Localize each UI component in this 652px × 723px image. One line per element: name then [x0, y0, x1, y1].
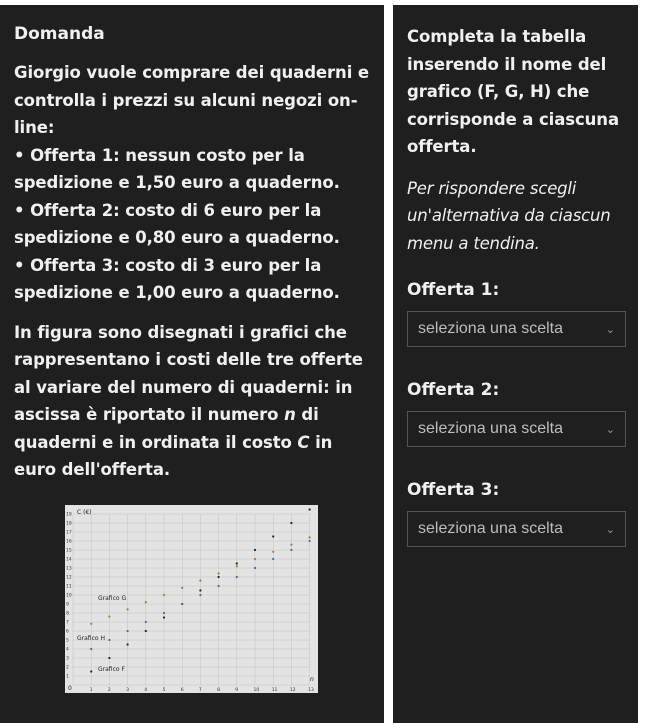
graph-h-label: Grafico H [77, 635, 105, 642]
series-g-point [145, 601, 147, 603]
answer-panel [393, 5, 638, 723]
series-f-point [236, 562, 238, 564]
series-f-point [163, 616, 165, 618]
offer-2-text: • Offerta 2: costo di 6 euro per la spedizione e 0,80 euro a quaderno. [14, 200, 340, 247]
y-tick-label: 8 [66, 611, 69, 617]
series-f-point [90, 670, 92, 672]
series-g-point [218, 572, 220, 574]
question-intro: Giorgio vuole comprare dei quaderni e controlla i prezzi su alcuni negozi on-line: [14, 63, 369, 137]
series-h-point [236, 576, 238, 578]
chevron-down-icon: ⌄ [605, 322, 615, 336]
series-g-point [199, 580, 201, 582]
y-tick-label: 10 [66, 593, 72, 599]
y-tick-label: 18 [66, 521, 72, 527]
y-tick-label: 14 [66, 557, 72, 563]
y-tick-label: 2 [66, 665, 69, 671]
offer-3-text: • Offerta 3: costo di 3 euro per la spedizione e 1,00 euro a quaderno. [14, 255, 340, 302]
offer-1-label: Offerta 1: [407, 280, 500, 300]
y-tick-label: 12 [66, 575, 72, 581]
series-g-point [309, 536, 311, 538]
series-f-point [272, 535, 274, 537]
question-heading: Domanda [14, 24, 105, 44]
x-tick-label: 2 [107, 688, 111, 693]
series-f-point [145, 630, 147, 632]
select-value: seleziona una scelta [418, 320, 563, 337]
series-f-point [199, 589, 201, 591]
offer-1-select[interactable] [407, 311, 626, 347]
y-tick-label: 19 [66, 512, 72, 518]
offer-1-text: • Offerta 1: nessun costo per la spedizione e 1,50 euro a quaderno. [14, 145, 340, 192]
instruction-text: Completa la tabella inserendo il nome del grafico (F, G, H) che corrisponde a ciascuna offerta. [407, 27, 619, 156]
series-g-point [90, 623, 92, 625]
series-h-point [181, 603, 183, 605]
x-tick-label: 6 [180, 688, 184, 693]
series-g-point [181, 587, 183, 589]
series-h-point [290, 549, 292, 551]
series-g-point [108, 616, 110, 618]
series-h-point [199, 594, 201, 596]
x-tick-label: 7 [198, 688, 202, 693]
x-tick-label: 5 [162, 688, 166, 693]
series-g-point [163, 594, 165, 596]
y-axis-label: C (€) [77, 509, 92, 516]
y-tick-label: 6 [66, 629, 69, 635]
series-g-point [254, 558, 256, 560]
chevron-down-icon: ⌄ [605, 522, 615, 536]
series-h-point [272, 558, 274, 560]
series-f-point [254, 549, 256, 551]
y-tick-label: 9 [66, 602, 69, 608]
offer-2-label: Offerta 2: [407, 380, 500, 400]
chevron-down-icon: ⌄ [605, 422, 615, 436]
y-tick-label: 15 [66, 548, 72, 554]
x-tick-label: 8 [217, 688, 220, 693]
x-tick-label: 9 [235, 688, 239, 693]
x-tick-label: 12 [289, 688, 296, 693]
y-tick-label: 11 [66, 584, 72, 590]
x-axis-label: n [310, 676, 314, 683]
offer-2-select[interactable] [407, 411, 626, 447]
series-h-point [90, 648, 92, 650]
question-panel [0, 5, 384, 723]
x-tick-label: 3 [126, 688, 129, 693]
y-tick-label: 13 [66, 566, 72, 572]
series-f-point [108, 657, 110, 659]
series-h-point [108, 639, 110, 641]
hint-text: Per rispondere scegli un'alternativa da ciascun menu a tendina. [407, 178, 611, 253]
y-tick-label: 3 [66, 656, 69, 662]
series-f-point [309, 508, 311, 510]
series-g-point [272, 551, 274, 553]
series-f-point [290, 522, 292, 524]
x-tick-label: 13 [308, 688, 314, 693]
series-h-point [145, 621, 147, 623]
offer-3-select[interactable] [407, 511, 626, 547]
cost-graph [65, 505, 318, 693]
select-value: seleziona una scelta [418, 420, 563, 437]
x-tick-label: 11 [271, 688, 278, 693]
series-g-point [236, 565, 238, 567]
y-tick-label: 5 [66, 638, 69, 644]
series-g-point [290, 544, 292, 546]
y-tick-label: 1 [66, 674, 69, 680]
graph-f-label: Grafico F [98, 666, 125, 673]
select-value: seleziona una scelta [418, 520, 563, 537]
series-f-point [218, 576, 220, 578]
x-tick-label: 1 [89, 688, 93, 693]
series-h-point [309, 540, 311, 542]
series-h-point [254, 567, 256, 569]
origin-label: 0 [68, 685, 72, 692]
y-tick-label: 16 [66, 539, 72, 545]
x-tick-label: 4 [144, 688, 148, 693]
series-f-point [127, 643, 129, 645]
series-h-point [218, 585, 220, 587]
y-tick-label: 4 [66, 647, 69, 653]
x-tick-label: 10 [253, 688, 260, 693]
offer-3-label: Offerta 3: [407, 480, 500, 500]
series-h-point [163, 612, 165, 614]
y-tick-label: 17 [66, 530, 72, 536]
figure-description: In figura sono disegnati i grafici che rappresentano i costi delle tre offerte al variare del numero di quaderni: in ascissa è riportato il numero n di quaderni e in ordinata il costo C in euro dell'offerta. [14, 322, 363, 479]
series-g-point [127, 608, 129, 610]
y-tick-label: 7 [66, 620, 69, 626]
series-h-point [127, 630, 129, 632]
graph-g-label: Grafico G [98, 595, 127, 602]
